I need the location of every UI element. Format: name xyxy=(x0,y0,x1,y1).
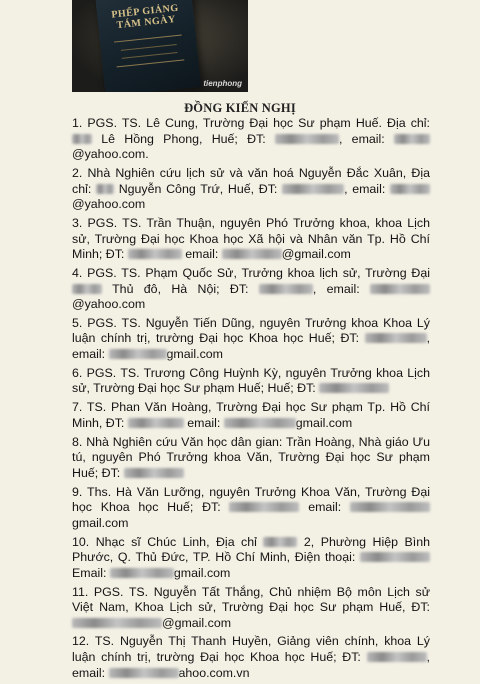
list-item: 11. PGS. TS. Nguyễn Tất Thắng, Chủ nhiệm Bộ môn Lịch sử Việt Nam, Khoa Lịch sử, Trường Đại học Sư phạm Huế, ĐT: @gmail.com xyxy=(72,584,430,630)
redacted xyxy=(282,184,344,194)
redacted xyxy=(124,468,184,478)
redacted xyxy=(109,349,167,359)
list-item: 6. PGS. TS. Trương Công Huỳnh Kỳ, nguyên Trưởng khoa Lịch sử, Trường Đại học Sư phạm Huế; Huế; ĐT: xyxy=(72,365,430,396)
list-item: 9. Ths. Hà Văn Lưỡng, nguyên Trưởng Khoa Văn, Trường Đại học Khoa học Huế; ĐT: email: gmail.com xyxy=(72,484,430,530)
redacted xyxy=(367,652,427,662)
redacted xyxy=(72,134,92,144)
redacted xyxy=(365,333,427,343)
list-item: 5. PGS. TS. Nguyễn Tiến Dũng, nguyên Trưởng khoa Khoa Lý luận chính trị, trường Đại học Khoa học Huế; ĐT: , email: gmail.com xyxy=(72,315,431,362)
list-item: 8. Nhà Nghiên cứu Văn học dân gian: Trần Hoàng, Nhà giáo Ưu tú, nguyên Phó Trưởng khoa Văn, Trường Đại học Sư phạm Huế; ĐT: xyxy=(72,434,430,480)
list-item: 4. PGS. TS. Phạm Quốc Sử, Trưởng khoa lịch sử, Trường Đại Thủ đô, Hà Nội; ĐT: , email: @yahoo.com xyxy=(72,265,430,312)
redacted xyxy=(259,284,313,294)
list-item: 3. PGS. TS. Trần Thuận, nguyên Phó Trưởng khoa, khoa Lịch sử, Trường Đại học Khoa học Xã hội và Nhân văn Tp. Hồ Chí Minh; ĐT: email: @gmail.com xyxy=(72,215,430,262)
redacted xyxy=(394,134,430,144)
redacted xyxy=(96,184,114,194)
redacted xyxy=(222,249,282,259)
redacted xyxy=(229,502,299,512)
list-item: 2. Nhà Nghiên cứu lịch sử và văn hoá Nguyễn Đắc Xuân, Địa chỉ: Nguyễn Công Trứ, Huế, ĐT: , email: @yahoo.com xyxy=(72,165,430,212)
redacted xyxy=(110,568,174,578)
book-cover xyxy=(95,0,201,92)
redacted xyxy=(72,618,162,628)
redacted xyxy=(319,383,389,393)
redacted xyxy=(72,284,102,294)
list-item: 7. TS. Phan Văn Hoàng, Trường Đại học Sư phạm Tp. Hồ Chí Minh, ĐT: email: gmail.com xyxy=(72,400,430,430)
redacted xyxy=(275,134,339,144)
book-decoration xyxy=(114,34,184,67)
redacted xyxy=(128,249,182,259)
list-item: 1. PGS. TS. Lê Cung, Trường Đại học Sư phạm Huế. Địa chỉ: Lê Hồng Phong, Huế; ĐT: , email: @yahoo.com. xyxy=(72,116,430,162)
photo-watermark: tienphong xyxy=(203,79,242,88)
signatory-list xyxy=(72,116,430,684)
redacted xyxy=(360,552,430,562)
redacted xyxy=(390,184,430,194)
redacted xyxy=(350,502,430,512)
redacted xyxy=(224,418,296,428)
book-title: PHẾP GIẢNG TÁM NGÀY xyxy=(110,2,180,32)
redacted xyxy=(370,284,430,294)
section-heading: ĐỒNG KIẾN NGHỊ xyxy=(184,101,296,115)
redacted xyxy=(109,668,179,678)
list-item: 12. TS. Nguyễn Thị Thanh Huyền, Giảng viên chính, khoa Lý luận chính trị, trường Đại học Khoa học Huế; ĐT: , email: ahoo.com.vn xyxy=(72,634,430,680)
redacted xyxy=(263,537,297,547)
book-photo xyxy=(72,0,248,92)
redacted xyxy=(128,418,184,428)
list-item: 10. Nhạc sĩ Chúc Linh, Địa chỉ 2, Phường Hiệp Bình Phước, Q. Thủ Đức, TP. Hồ Chí Minh, Điện thoại: Email: gmail.com xyxy=(72,534,430,580)
